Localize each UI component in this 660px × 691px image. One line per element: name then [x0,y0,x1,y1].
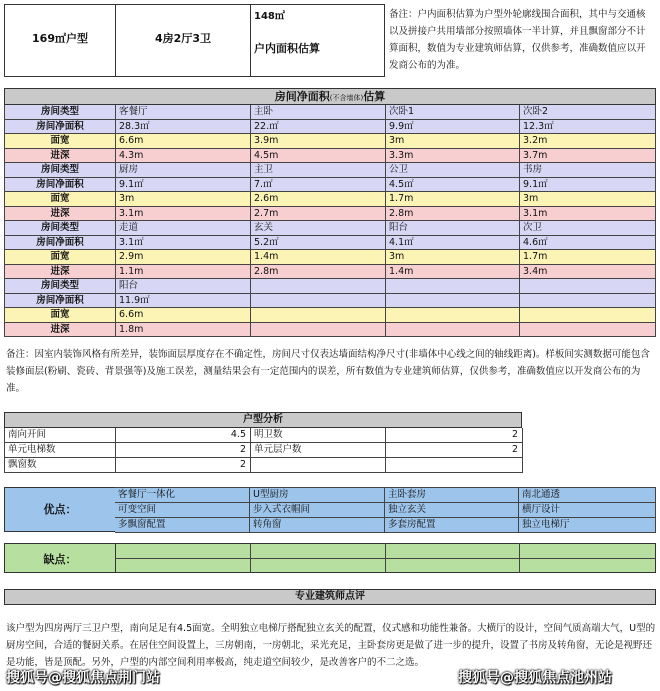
rooms-cell-area: 5.2㎡ [251,236,386,251]
rooms-cell-depth: 4.3m [116,149,251,164]
rooms-cell-area: 4.5㎡ [386,178,520,193]
header-layout: 4房2厅3卫 [155,32,211,45]
rooms-row-label: 房间净面积 [5,178,116,193]
rooms-cell-name: 阳台 [116,279,251,294]
rooms-cell-width: 3.2m [520,134,656,149]
rooms-row-label: 面宽 [5,250,116,265]
rooms-row-label: 进深 [5,323,116,338]
rooms-cell-name: 主卫 [251,163,386,178]
rooms-row-label: 房间类型 [5,279,116,294]
rooms-row-label: 房间净面积 [5,294,116,309]
rooms-cell-name: 次卧1 [386,105,520,120]
rooms-cell-width: 1.7m [520,250,656,265]
rooms-cell-area: 4.6㎡ [520,236,656,251]
rooms-cell-name: 主卧 [251,105,386,120]
rooms-table [4,105,656,337]
rooms-cell-width: 3m [386,134,520,149]
analysis-r-value: 2 [386,428,523,443]
rooms-cell-depth: 1.8m [116,323,251,338]
rooms-cell-depth: 3.4m [520,265,656,280]
rooms-row-label: 房间类型 [5,163,116,178]
rooms-cell-depth: 3.3m [386,149,520,164]
rooms-cell-depth: 4.5m [251,149,386,164]
pros-grid [115,487,656,532]
analysis-title: 户型分析 [4,412,522,428]
rooms-cell-width: 3.9m [251,134,386,149]
rooms-row-label: 面宽 [5,192,116,207]
header-area-type: 169㎡户型 [32,32,88,45]
rooms-cell-depth: 3.7m [520,149,656,164]
rooms-cell-name: 书房 [520,163,656,178]
rooms-cell-area: 4.1㎡ [386,236,520,251]
analysis-l-value: 2 [116,458,251,473]
rooms-cell-width: 3m [116,192,251,207]
rooms-cell-name: 玄关 [251,221,386,236]
rooms-row-label: 进深 [5,207,116,222]
rooms-cell-width [520,308,656,323]
rooms-cell-width: 2.6m [251,192,386,207]
analysis-r-value [386,458,523,473]
header-indoor-area: 148㎡ [254,11,285,22]
pros-item: 可变空间 [115,503,250,518]
cons-divider-h [115,558,656,559]
review-title: 专业建筑师点评 [4,589,656,605]
pros-item: 多飘窗配置 [115,518,250,533]
rooms-row-label: 房间净面积 [5,120,116,135]
analysis-l-value: 2 [116,443,251,458]
rooms-row-label: 面宽 [5,134,116,149]
pros-item: 多套房配置 [385,518,519,533]
rooms-cell-area: 22.㎡ [251,120,386,135]
rooms-cell-depth: 2.8m [386,207,520,222]
rooms-cell-name: 走道 [116,221,251,236]
rooms-cell-area: 28.3㎡ [116,120,251,135]
pros-item: 客餐厅一体化 [115,488,250,503]
rooms-cell-width: 1.4m [251,250,386,265]
pros-item: 南北通透 [519,488,656,503]
rooms-cell-width: 3m [386,250,520,265]
header-note: 备注：户内面积估算为户型外轮廓线围合面积，其中与交通核以及拼接户共用墙部分按照墙体一半计算，并且飘窗部分不计算面积，数值为专业建筑师估算，仅供参考，准确数值应以开发商公布的为准。 [389,9,646,71]
watermark-left: 搜狐号@搜狐焦点荆门站 [6,670,160,686]
analysis-r-label [251,458,386,473]
rooms-cell-width: 6.6m [116,134,251,149]
pros-item: 独立玄关 [385,503,519,518]
rooms-note: 备注：因室内装饰风格有所差异，装饰面层厚度存在不确定性，房间尺寸仅表达墙面结构净尺寸(非墙体中心线之间的轴线距离)。样板间实测数据可能包含装修面层(粉刷、瓷砖、背景强等)及施工误差，测量结果会有一定范围内的误差，所有数值为专业建筑师估算，仅供参考，准确数值应以开发商公布的为准。 [6,349,650,394]
review-text: 该户型为四房两厅三卫户型，南向足足有4.5面宽。全明独立电梯厅搭配独立玄关的配置，仪式感和功能性兼备。大横厅的设计，空间气质高端大气，U型的厨房空间，合适的餐厨关系。在居住空间设置上，三房朝南，一房朝北，采光充足，主卧套房更是做了进一步的提升，设置了书房及转角窗，无论是视野还是功能，皆是顶配。另外，户型的内部空间利用率极高，纯走道空间较少，是改善客户的不二之选。 [6,623,656,668]
rooms-cell-depth: 1.1m [116,265,251,280]
rooms-cell-depth [386,323,520,338]
rooms-cell-depth [251,323,386,338]
rooms-cell-depth: 3.1m [520,207,656,222]
pros-item: 独立电梯厅 [519,518,656,533]
rooms-cell-depth [520,323,656,338]
analysis-l-label: 飘窗数 [5,458,116,473]
rooms-row-label: 房间净面积 [5,236,116,251]
rooms-row-label: 进深 [5,265,116,280]
pros-item: 步入式衣帽间 [250,503,385,518]
watermark-right: 搜狐号@搜狐焦点池州站 [458,670,612,686]
rooms-cell-area: 12.3㎡ [520,120,656,135]
rooms-cell-name [386,279,520,294]
rooms-cell-width: 2.9m [116,250,251,265]
rooms-row-label: 面宽 [5,308,116,323]
pros-item: 横厅设计 [519,503,656,518]
rooms-row-label: 进深 [5,149,116,164]
rooms-cell-area: 9.9㎡ [386,120,520,135]
pros-item: 主卧套房 [385,488,519,503]
rooms-cell-depth: 1.4m [386,265,520,280]
rooms-cell-name [251,279,386,294]
rooms-cell-width: 1.7m [386,192,520,207]
cons-label: 缺点： [43,553,77,566]
rooms-cell-name: 阳台 [386,221,520,236]
analysis-table [4,428,522,473]
rooms-cell-name: 次卫 [520,221,656,236]
analysis-r-value: 2 [386,443,523,458]
rooms-cell-width [251,308,386,323]
rooms-cell-area [386,294,520,309]
rooms-cell-width: 6.6m [116,308,251,323]
rooms-cell-width: 3m [520,192,656,207]
pros-item: U型厨房 [250,488,385,503]
rooms-cell-name: 公卫 [386,163,520,178]
pros-item: 转角窗 [250,518,385,533]
analysis-l-value: 4.5 [116,428,251,443]
analysis-r-label: 单元层户数 [251,443,386,458]
header-indoor-label: 户内面积估算 [254,42,320,55]
analysis-r-label: 明卫数 [251,428,386,443]
rooms-cell-area: 9.1㎡ [520,178,656,193]
rooms-cell-width [386,308,520,323]
rooms-cell-name [520,279,656,294]
rooms-row-label: 房间类型 [5,221,116,236]
rooms-cell-area [251,294,386,309]
rooms-table-title: 房间净面积(不含墙体)估算 [4,88,656,105]
rooms-cell-area: 9.1㎡ [116,178,251,193]
pros-label: 优点： [43,503,77,516]
analysis-l-label: 南向开间 [5,428,116,443]
rooms-cell-area: 7.㎡ [251,178,386,193]
rooms-cell-depth: 2.7m [251,207,386,222]
rooms-cell-area: 11.9㎡ [116,294,251,309]
rooms-cell-depth: 3.1m [116,207,251,222]
rooms-cell-name: 客餐厅 [116,105,251,120]
rooms-cell-area [520,294,656,309]
rooms-cell-area: 3.1㎡ [116,236,251,251]
rooms-cell-name: 次卧2 [520,105,656,120]
rooms-cell-name: 厨房 [116,163,251,178]
analysis-l-label: 单元电梯数 [5,443,116,458]
rooms-row-label: 房间类型 [5,105,116,120]
rooms-cell-depth: 2.8m [251,265,386,280]
